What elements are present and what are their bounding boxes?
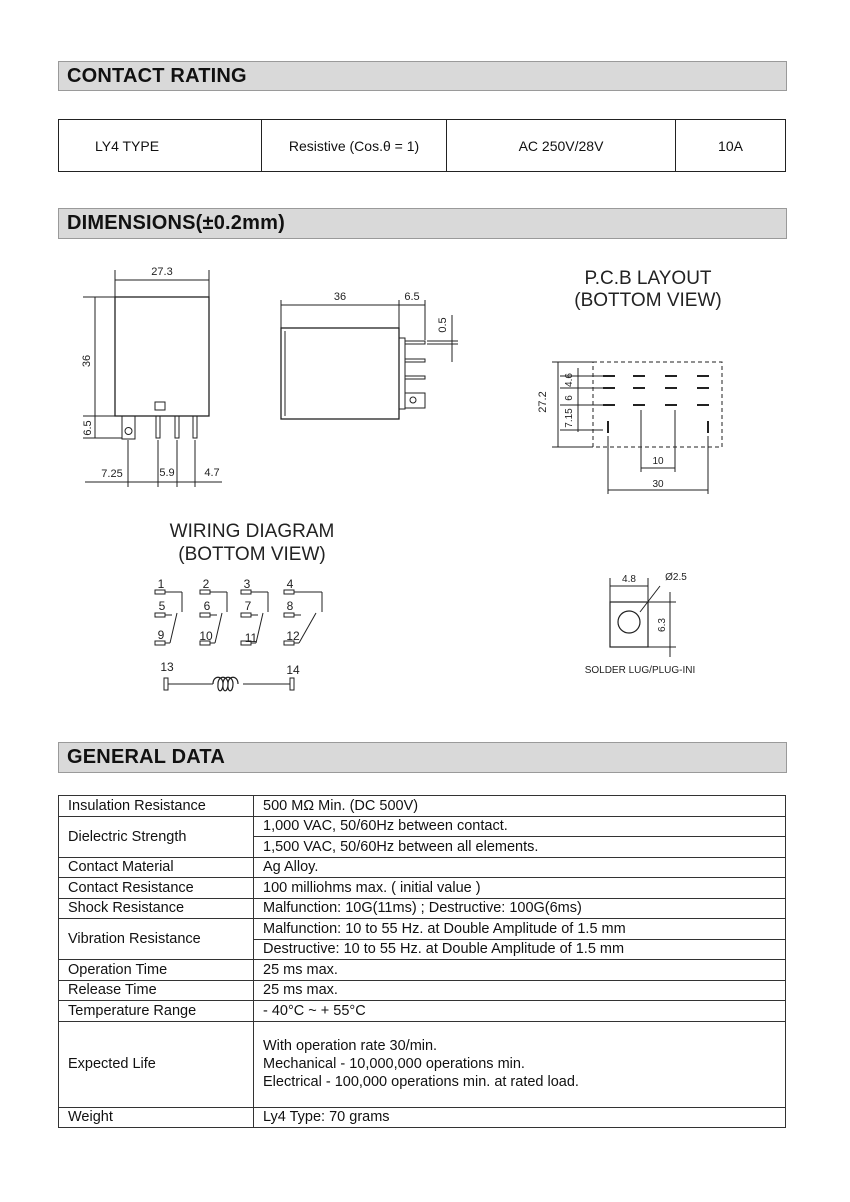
row-label: Temperature Range — [59, 1001, 254, 1022]
table-row — [59, 960, 786, 981]
row-value-line: Electrical - 100,000 operations min. at rated load. — [263, 1074, 579, 1090]
relay-side-view — [281, 300, 458, 419]
section-header-general-data — [58, 742, 787, 773]
row-value: Ly4 Type: 70 grams — [254, 1107, 786, 1128]
wiring-title: WIRING DIAGRAM — [169, 521, 335, 542]
pcb-pitch-label: 10 — [652, 456, 664, 467]
front-left-label: 7.25 — [101, 468, 123, 480]
row-value: 25 ms max. — [254, 960, 786, 981]
pcb-title: P.C.B LAYOUT — [584, 268, 712, 289]
wiring-subtitle: (BOTTOM VIEW) — [178, 544, 326, 565]
terminal-10: 10 — [199, 629, 213, 643]
table-row — [59, 919, 786, 940]
pcb-d1-label: 4.6 — [564, 373, 575, 387]
pcb-d3-label: 7.15 — [564, 408, 575, 428]
row-value: 100 milliohms max. ( initial value ) — [254, 878, 786, 899]
lug-hole-label: Ø2.5 — [665, 572, 687, 583]
terminal-8: 8 — [286, 599, 294, 613]
table-row — [59, 816, 786, 837]
row-label: Release Time — [59, 980, 254, 1001]
pcb-subtitle: (BOTTOM VIEW) — [574, 290, 722, 311]
section-title: CONTACT RATING — [67, 65, 247, 87]
terminal-5: 5 — [158, 599, 166, 613]
section-title: DIMENSIONS(±0.2mm) — [67, 212, 285, 234]
front-right-label: 4.7 — [204, 467, 220, 479]
row-label: Dielectric Strength — [59, 816, 254, 857]
pcb-overall-label: 27.2 — [537, 391, 549, 413]
row-value: 1,000 VAC, 50/60Hz between contact. — [254, 816, 786, 837]
general-data-table — [58, 795, 786, 1128]
load-type: Resistive (Cos.θ = 1) — [262, 120, 447, 172]
row-value-line: Mechanical - 10,000,000 operations min. — [263, 1056, 525, 1072]
terminal-7: 7 — [244, 599, 252, 613]
pcb-span-label: 30 — [652, 479, 664, 490]
section-title: GENERAL DATA — [67, 746, 225, 768]
front-mid-label: 5.9 — [159, 467, 175, 479]
terminal-13: 13 — [160, 660, 174, 674]
row-label: Vibration Resistance — [59, 919, 254, 960]
row-label: Contact Resistance — [59, 878, 254, 899]
row-label: Shock Resistance — [59, 898, 254, 919]
row-label: Insulation Resistance — [59, 796, 254, 817]
row-value: 500 MΩ Min. (DC 500V) — [254, 796, 786, 817]
front-pin-label: 6.5 — [82, 420, 94, 436]
terminal-4: 4 — [286, 577, 294, 591]
terminal-14: 14 — [286, 663, 300, 677]
terminal-6: 6 — [203, 599, 211, 613]
terminal-11: 11 — [244, 631, 258, 645]
row-label: Expected Life — [59, 1021, 254, 1107]
lug-width-label: 4.8 — [622, 574, 636, 585]
row-value-multiline — [254, 1021, 786, 1107]
table-row — [59, 796, 786, 817]
row-value: Malfunction: 10G(11ms) ; Destructive: 100G(6ms) — [254, 898, 786, 919]
lug-height-label: 6.3 — [657, 618, 668, 632]
side-pin-label: 6.5 — [404, 291, 420, 303]
terminal-3: 3 — [243, 577, 251, 591]
row-value: Destructive: 10 to 55 Hz. at Double Amplitude of 1.5 mm — [254, 939, 786, 960]
terminal-2: 2 — [202, 577, 210, 591]
row-label: Operation Time — [59, 960, 254, 981]
side-thick-label: 0.5 — [437, 317, 449, 333]
row-label: Contact Material — [59, 857, 254, 878]
side-length-label: 36 — [333, 291, 347, 303]
row-value: 25 ms max. — [254, 980, 786, 1001]
pcb-d2-label: 6 — [564, 395, 575, 401]
pcb-layout — [552, 362, 722, 494]
row-value-line: With operation rate 30/min. — [263, 1038, 438, 1054]
row-value: Malfunction: 10 to 55 Hz. at Double Amplitude of 1.5 mm — [254, 919, 786, 940]
table-row — [59, 857, 786, 878]
solder-lug-drawing — [610, 578, 676, 657]
lug-caption: SOLDER LUG/PLUG-INI — [584, 665, 696, 676]
front-height-label: 36 — [81, 354, 93, 368]
voltage-rating: AC 250V/28V — [447, 120, 676, 172]
table-row — [59, 1001, 786, 1022]
table-row — [59, 1107, 786, 1128]
table-row — [59, 878, 786, 899]
terminal-12: 12 — [286, 629, 300, 643]
terminal-1: 1 — [157, 577, 165, 591]
row-value: - 40°C ~ + 55°C — [254, 1001, 786, 1022]
current-rating: 10A — [676, 120, 786, 172]
relay-type: LY4 TYPE — [59, 120, 262, 172]
row-value: Ag Alloy. — [254, 857, 786, 878]
table-row — [59, 980, 786, 1001]
table-row — [59, 1021, 786, 1107]
row-label: Weight — [59, 1107, 254, 1128]
table-row — [59, 898, 786, 919]
row-value: 1,500 VAC, 50/60Hz between all elements. — [254, 837, 786, 858]
terminal-9: 9 — [157, 628, 165, 642]
relay-front-view — [83, 270, 222, 487]
front-width-label: 27.3 — [151, 266, 173, 278]
